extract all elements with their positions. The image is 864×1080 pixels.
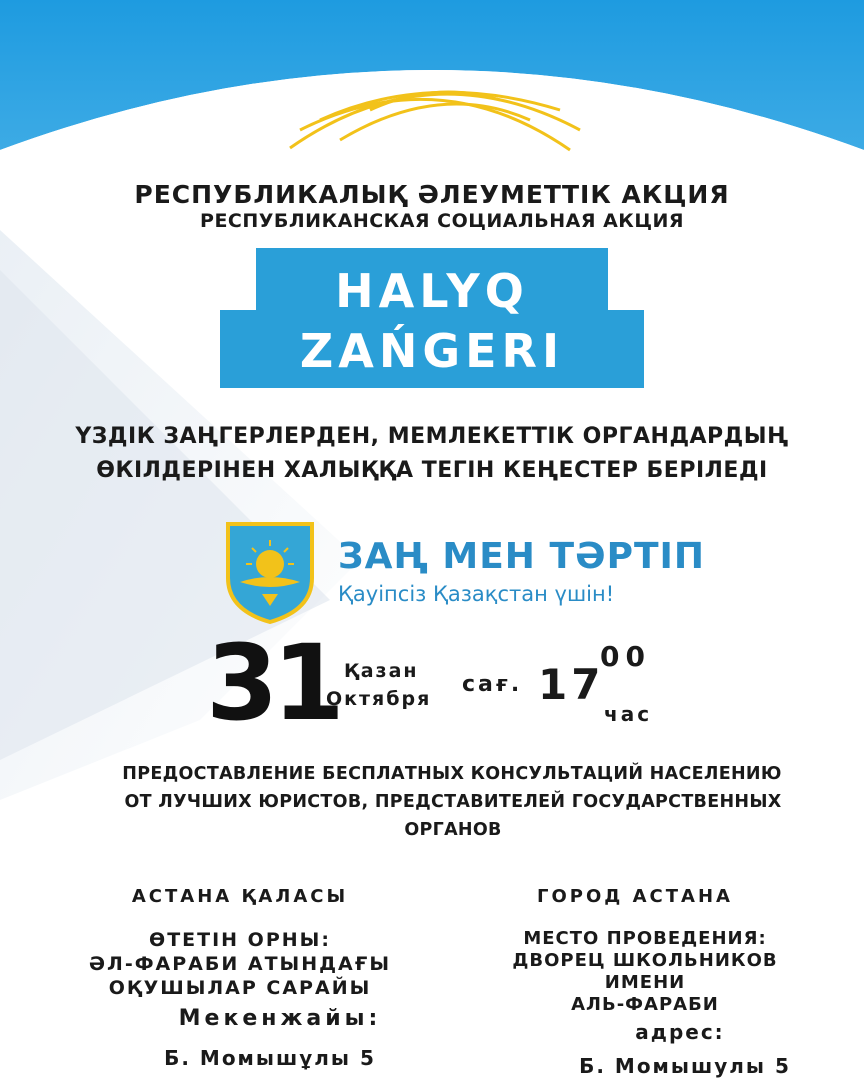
venue-ru-place-line-1: ДВОРЕЦ ШКОЛЬНИКОВ — [512, 950, 778, 971]
logo-line-1: HALYQ — [335, 264, 529, 318]
brand-title: ЗАҢ МЕН ТӘРТІП — [338, 536, 706, 577]
venue-kz-place-line-1: ӘЛ-ФАРАБИ АТЫНДАҒЫ — [88, 953, 392, 975]
event-month-kz: Қазан — [344, 660, 419, 682]
event-minute: 00 — [600, 640, 651, 673]
event-hour: 17 — [538, 660, 605, 709]
venue-ru-city: ГОРОД АСТАНА — [537, 886, 733, 907]
venue-kz-place — [60, 928, 420, 1000]
sun-rays-icon — [280, 60, 590, 160]
brand-subtitle: Қауіпсіз Қазақстан үшін! — [338, 582, 615, 606]
title-kz: РЕСПУБЛИКАЛЫҚ ӘЛЕУМЕТТІК АКЦИЯ — [134, 180, 730, 209]
venue-kz-address-label: Мекенжайы: — [178, 1006, 382, 1031]
event-time-prefix: сағ. — [462, 672, 523, 697]
lead-kz-line-1: ҮЗДІК ЗАҢГЕРЛЕРДЕН, МЕМЛЕКЕТТІК ОРГАНДАРДЫҢ — [75, 424, 789, 449]
venue-ru-address: Б. Момышулы 5 — [579, 1054, 791, 1078]
venue-kz-place-line-2: ОҚУШЫЛАР САРАЙЫ — [108, 977, 372, 999]
venue-ru-place — [480, 928, 810, 1016]
venue-ru-place-line-3: АЛЬ-ФАРАБИ — [571, 994, 719, 1015]
venue-ru-place-label: МЕСТО ПРОВЕДЕНИЯ: — [523, 928, 767, 949]
event-day: 31 — [206, 622, 339, 744]
event-month-ru: Октября — [326, 688, 432, 710]
venue-kz-address: Б. Момышұлы 5 — [164, 1046, 376, 1070]
title-ru: РЕСПУБЛИКАНСКАЯ СОЦИАЛЬНАЯ АКЦИЯ — [200, 210, 684, 232]
halyq-zangeri-logo — [220, 248, 644, 388]
lead-ru-line-1: ПРЕДОСТАВЛЕНИЕ БЕСПЛАТНЫХ КОНСУЛЬТАЦИЙ НАСЕЛЕНИЮ — [122, 764, 782, 784]
event-time-suffix: час — [604, 702, 653, 726]
lead-ru-line-3: ОРГАНОВ — [404, 820, 502, 840]
lead-kz-line-2: ӨКІЛДЕРІНЕН ХАЛЫҚҚА ТЕГІН КЕҢЕСТЕР БЕРІЛЕДІ — [96, 458, 768, 483]
lead-ru-line-2: ОТ ЛУЧШИХ ЮРИСТОВ, ПРЕДСТАВИТЕЛЕЙ ГОСУДАРСТВЕННЫХ — [124, 792, 782, 812]
venue-ru-place-line-2: ИМЕНИ — [604, 972, 686, 993]
kazakhstan-emblem-icon — [222, 520, 318, 624]
venue-ru-address-label: адрес: — [635, 1020, 725, 1044]
logo-line-2: ZAŃGERI — [299, 324, 565, 378]
venue-kz-place-label: ӨТЕТІН ОРНЫ: — [149, 929, 331, 951]
venue-kz-city: АСТАНА ҚАЛАСЫ — [131, 886, 349, 907]
